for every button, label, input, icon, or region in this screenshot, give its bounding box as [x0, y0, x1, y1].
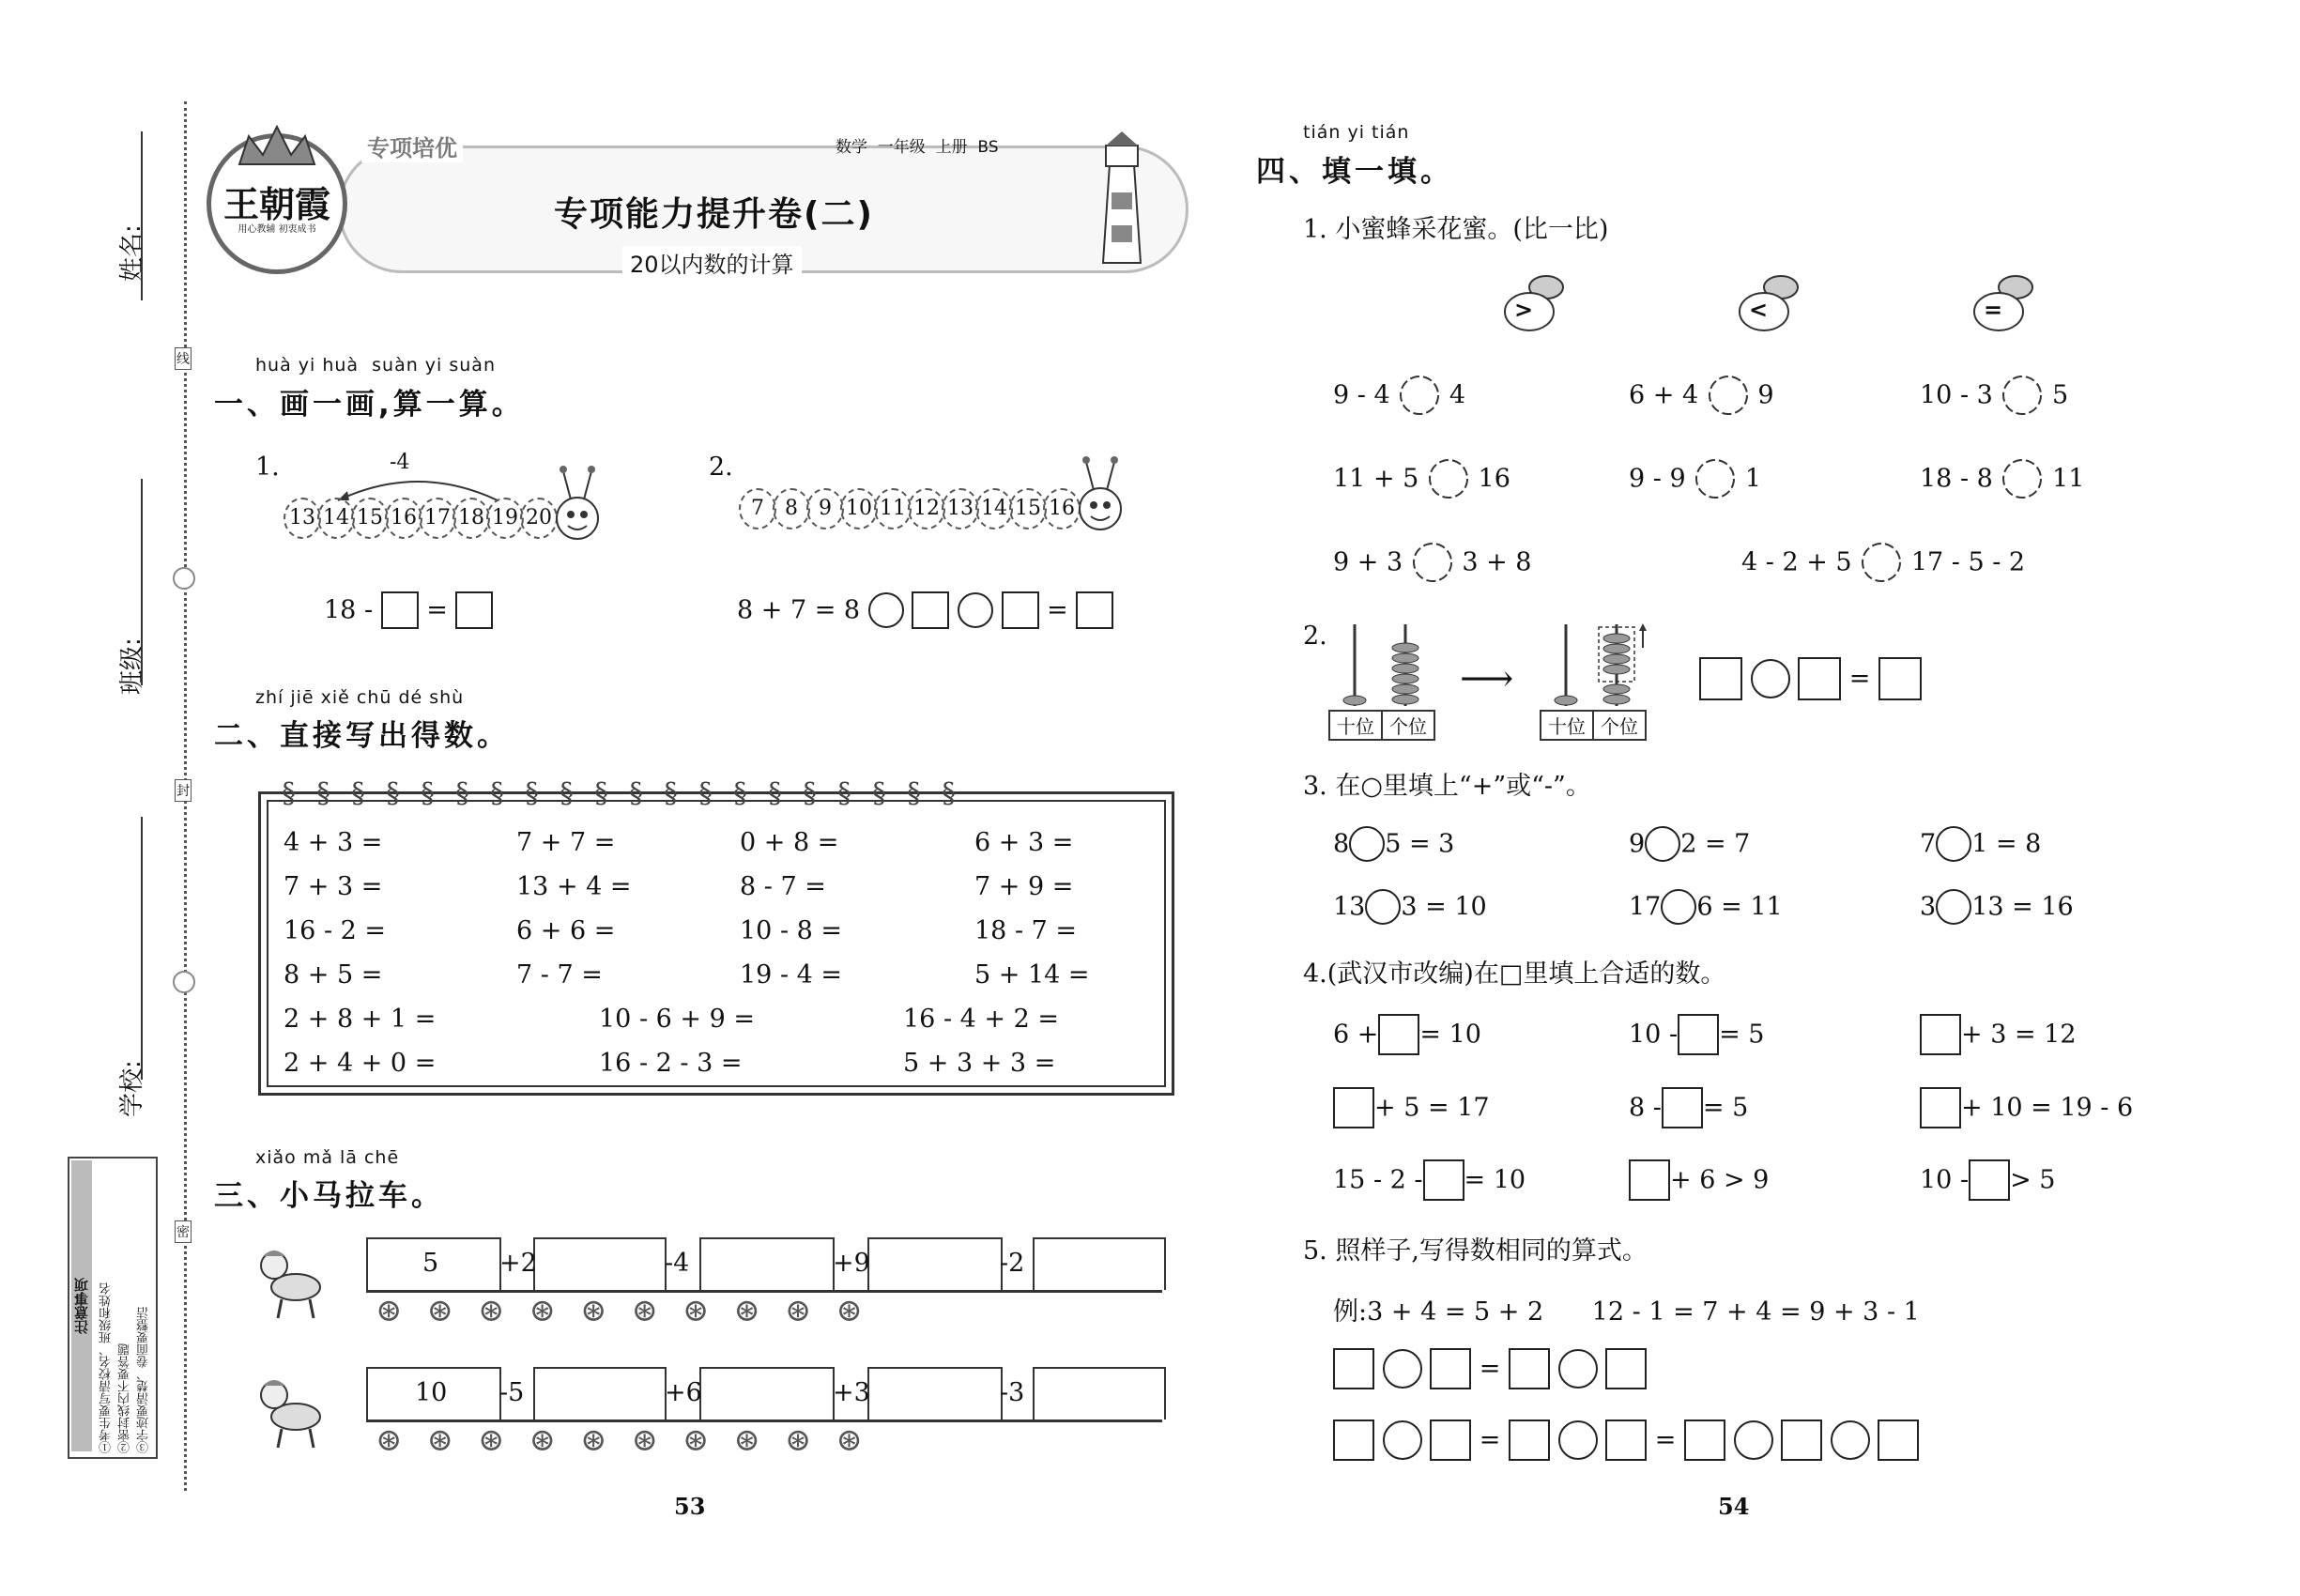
s4-q4-item: 6 + = 10	[1333, 1014, 1481, 1055]
operator-circle[interactable]	[1645, 826, 1680, 862]
operator-circle[interactable]	[1365, 889, 1401, 925]
header-subtitle: 20以内数的计算	[622, 246, 802, 279]
lighthouse-icon	[1080, 127, 1164, 268]
s2-item: 2 + 8 + 1 =	[284, 1005, 437, 1034]
s1-q1-cell: 15	[351, 498, 389, 539]
s4-q1-item: 6 + 4 9	[1629, 374, 1774, 417]
train-start-value: 10	[415, 1378, 448, 1407]
s1-q1-cell: 16	[385, 498, 422, 539]
s4-q4-item: 10 - > 5	[1920, 1159, 2055, 1201]
flower-blank[interactable]	[1398, 374, 1441, 417]
caterpillar-head-icon	[554, 460, 610, 545]
bee-flower	[1957, 270, 2042, 340]
s4-q1-item: 18 - 8 11	[1920, 457, 2084, 500]
operator-circle[interactable]	[1936, 826, 1971, 862]
wagon	[699, 1367, 835, 1420]
s4-q2-num: 2.	[1303, 622, 1327, 651]
answer-box[interactable]	[1920, 1014, 1961, 1055]
pony-icon	[253, 1374, 338, 1450]
answer-box[interactable]	[1969, 1159, 2010, 1201]
s2-item: 8 + 5 =	[284, 960, 383, 990]
s1-q1-cell: 13	[284, 498, 321, 539]
s1-q1-cell: 19	[486, 498, 524, 539]
answer-box[interactable]	[1509, 1420, 1550, 1461]
s1-q1-cell: 17	[419, 498, 456, 539]
operator-circle[interactable]	[958, 592, 993, 628]
s3-train-2	[253, 1367, 1164, 1461]
flower-blank[interactable]	[1860, 541, 1903, 584]
s1-q1-cell: 14	[317, 498, 355, 539]
answer-box[interactable]	[1423, 1159, 1464, 1201]
tens-label: 十位	[1328, 710, 1383, 741]
wagon	[867, 1367, 1003, 1420]
s1-q2-cell: 9	[806, 488, 844, 529]
s2-item: 5 + 3 + 3 =	[903, 1049, 1056, 1078]
s4-q1-item: 9 - 9 1	[1629, 457, 1761, 500]
wagon	[1033, 1237, 1166, 1290]
operator-circle[interactable]	[1936, 889, 1971, 925]
train-op: +3	[833, 1378, 870, 1407]
answer-box[interactable]	[1798, 657, 1841, 700]
s4-q5-example: 例:3 + 4 = 5 + 2 12 - 1 = 7 + 4 = 9 + 3 - 1	[1333, 1297, 1920, 1327]
s2-item: 7 - 7 =	[516, 960, 603, 990]
section2-pinyin: zhí jiē xiě chū dé shù	[255, 687, 465, 708]
train-op: -2	[1000, 1249, 1025, 1278]
s1-q1-arrow-label: -4	[390, 451, 410, 474]
s4-q4-item: 10 - = 5	[1629, 1014, 1764, 1055]
ones-label: 个位	[1381, 710, 1435, 741]
train-op: -5	[499, 1378, 525, 1407]
s4-q2-equation: =	[1699, 657, 1922, 700]
notes-item-2: ②密封线内不要答题	[118, 1343, 132, 1453]
notes-title: 注意事项	[71, 1160, 92, 1451]
section2-title: 二、直接写出得数。	[214, 719, 510, 753]
answer-box[interactable]	[455, 591, 493, 629]
s2-item: 2 + 4 + 0 =	[284, 1049, 437, 1078]
tens-label: 十位	[1540, 710, 1594, 741]
wagon	[533, 1237, 667, 1290]
brand-logo	[207, 133, 347, 274]
school-line[interactable]	[141, 817, 143, 1080]
wagon	[533, 1367, 667, 1420]
answer-box[interactable]	[1605, 1348, 1647, 1389]
s4-q5-line-1: =	[1333, 1348, 1647, 1389]
binding-dot-2	[173, 971, 195, 993]
answer-box[interactable]	[1002, 591, 1039, 629]
s1-q1-num: 1.	[255, 453, 280, 482]
s1-q2-cell: 15	[1009, 488, 1047, 529]
s4-q3-item: 13 3 = 10	[1333, 889, 1487, 925]
flower-blank[interactable]	[1411, 541, 1454, 584]
flower-blank[interactable]	[1694, 457, 1737, 500]
wagon	[699, 1237, 835, 1290]
s4-q4-item: + 10 = 19 - 6	[1920, 1087, 2133, 1128]
notes-item-1: ①考生要写清校名、班级和姓名	[100, 1282, 114, 1453]
answer-box[interactable]	[1662, 1087, 1703, 1128]
answer-box[interactable]	[381, 591, 419, 629]
train-op: -3	[1000, 1378, 1025, 1407]
operator-circle[interactable]	[1751, 659, 1790, 698]
operator-circle[interactable]	[1349, 826, 1385, 862]
bee-flower	[1488, 270, 1572, 340]
s4-q4-item: 8 - = 5	[1629, 1087, 1748, 1128]
header-meta: 数学 一年级 上册 BS	[836, 138, 999, 157]
name-label: 姓名:	[118, 224, 146, 282]
s1-q2-caterpillar	[737, 488, 1131, 530]
train-op: +6	[665, 1378, 702, 1407]
s1-q1-cell: 18	[452, 498, 490, 539]
s2-item: 16 - 4 + 2 =	[903, 1005, 1059, 1034]
s2-item: 4 + 3 =	[284, 828, 383, 857]
section1-pinyin: huà yi huà suàn yi suàn	[255, 355, 496, 376]
s2-item: 6 + 3 =	[974, 828, 1074, 857]
s2-item: 16 - 2 - 3 =	[599, 1049, 743, 1078]
s1-q2-num: 2.	[709, 453, 733, 482]
name-line[interactable]	[141, 131, 143, 300]
s2-item: 7 + 3 =	[284, 872, 383, 901]
flower-blank[interactable]	[2001, 457, 2044, 500]
operator-circle[interactable]	[1383, 1420, 1422, 1460]
answer-box[interactable]	[1699, 657, 1742, 700]
s1-q2-cell: 11	[874, 488, 912, 529]
s1-q1-caterpillar	[282, 498, 601, 540]
s2-item: 13 + 4 =	[516, 872, 632, 901]
s2-item: 7 + 7 =	[516, 828, 616, 857]
section3-pinyin: xiǎo mǎ lā chē	[255, 1147, 400, 1168]
train-op: +9	[833, 1249, 870, 1278]
s2-item: 10 - 6 + 9 =	[599, 1005, 755, 1034]
train-op: -4	[665, 1249, 690, 1278]
answer-box[interactable]	[1430, 1348, 1471, 1389]
flower-blank[interactable]	[1427, 457, 1470, 500]
answer-box[interactable]	[1509, 1348, 1550, 1389]
operator-circle[interactable]	[1558, 1420, 1598, 1460]
s4-q4-item: + 6 > 9	[1629, 1159, 1769, 1201]
s1-q2-cell: 7	[739, 488, 776, 529]
operator-circle[interactable]	[868, 592, 904, 628]
class-line[interactable]	[141, 479, 143, 685]
section1-title: 一、画一画,算一算。	[214, 388, 525, 422]
s4-q3-title: 3. 在○里填上“+”或“-”。	[1303, 772, 1591, 801]
answer-box[interactable]	[912, 591, 949, 629]
s2-item: 0 + 8 =	[740, 828, 839, 857]
wagon	[1033, 1367, 1166, 1420]
s4-q5-line-2: = =	[1333, 1420, 1919, 1461]
section4-pinyin: tián yi tián	[1303, 122, 1410, 143]
s2-item: 7 + 9 =	[974, 872, 1074, 901]
bee-sign: >	[1514, 297, 1534, 323]
flower-blank[interactable]	[2001, 374, 2044, 417]
binding-dot-1	[173, 567, 195, 590]
wagon	[867, 1237, 1003, 1290]
abacus-before	[1328, 620, 1432, 742]
s4-q4-item: 15 - 2 - = 10	[1333, 1159, 1526, 1201]
s4-q1-item: 9 + 3 3 + 8	[1333, 541, 1532, 584]
wheels: ⊛⊛⊛⊛⊛⊛⊛⊛⊛⊛	[376, 1292, 887, 1329]
bee-sign: =	[1984, 297, 2003, 323]
s2-item: 8 - 7 =	[740, 872, 826, 901]
answer-box[interactable]	[1684, 1420, 1725, 1461]
s4-q3-item: 8 5 = 3	[1333, 826, 1454, 862]
s2-item: 6 + 6 =	[516, 916, 616, 945]
operator-circle[interactable]	[1661, 889, 1696, 925]
page-number-right: 54	[1718, 1493, 1750, 1520]
answer-box[interactable]	[1378, 1014, 1419, 1055]
train-op: +2	[499, 1249, 537, 1278]
notes-item-3: ③字迹要清楚、卷面要整洁	[137, 1307, 151, 1453]
s1-q1-equation: 18 - =	[324, 591, 493, 629]
bee-flower	[1723, 270, 1807, 340]
s4-q1-item: 9 - 4 4	[1333, 374, 1465, 417]
operator-circle[interactable]	[1558, 1349, 1598, 1389]
brand-sub: 用心教辅 初衷成书	[238, 224, 316, 235]
answer-box[interactable]	[1920, 1087, 1961, 1128]
s3-train-1	[253, 1237, 1164, 1331]
s2-item: 5 + 14 =	[974, 960, 1090, 990]
caterpillar-head-icon	[1077, 451, 1133, 535]
s4-q1-item: 10 - 3 5	[1920, 374, 2068, 417]
answer-box[interactable]	[1076, 591, 1113, 629]
s2-item: 16 - 2 =	[284, 916, 387, 945]
answer-box[interactable]	[1430, 1420, 1471, 1461]
header-tag: 专项培优	[361, 130, 463, 162]
s1-q2-cell: 13	[942, 488, 979, 529]
s4-q1-item: 4 - 2 + 5 17 - 5 - 2	[1741, 541, 2025, 584]
s4-q3-item: 9 2 = 7	[1629, 826, 1750, 862]
s1-q1-jump-arrow	[329, 465, 507, 502]
s1-q2-cell: 10	[840, 488, 878, 529]
class-label: 班级:	[118, 637, 146, 695]
s4-q1-item: 11 + 5 16	[1333, 457, 1510, 500]
s1-q2-equation: 8 + 7 = 8 =	[737, 591, 1113, 629]
abacus-after	[1540, 620, 1652, 742]
s4-q3-item: 17 6 = 11	[1629, 889, 1783, 925]
answer-box[interactable]	[1605, 1420, 1647, 1461]
header-title: 专项能力提升卷(二)	[554, 195, 874, 234]
s4-q1-title: 1. 小蜜蜂采花蜜。(比一比)	[1303, 215, 1609, 244]
s1-q2-cell: 16	[1043, 488, 1081, 529]
answer-box[interactable]	[1878, 657, 1922, 700]
school-label: 学校:	[118, 1060, 146, 1117]
s4-q3-item: 3 13 = 16	[1920, 889, 2074, 925]
s1-q1-cell: 20	[520, 498, 558, 539]
s2-item: 18 - 7 =	[974, 916, 1078, 945]
answer-box[interactable]	[1878, 1420, 1919, 1461]
operator-circle[interactable]	[1734, 1420, 1773, 1460]
abacus-icon	[1328, 620, 1432, 714]
pony-icon	[253, 1245, 338, 1320]
seal-mark-line: 线	[175, 347, 192, 370]
s1-q2-cell: 12	[908, 488, 945, 529]
section4-title: 四、填一填。	[1256, 155, 1453, 189]
s2-item: 10 - 8 =	[740, 916, 843, 945]
s2-item: 19 - 4 =	[740, 960, 843, 990]
answer-box[interactable]	[1678, 1014, 1719, 1055]
section3-title: 三、小马拉车。	[214, 1179, 444, 1213]
answer-box[interactable]	[1333, 1420, 1374, 1461]
s1-q2-cell: 8	[773, 488, 810, 529]
train-start-value: 5	[422, 1249, 439, 1278]
s4-q5-title: 5. 照样子,写得数相同的算式。	[1303, 1236, 1648, 1266]
page-number-left: 53	[674, 1493, 706, 1520]
operator-circle[interactable]	[1831, 1420, 1870, 1460]
s2-rings: §§§§§§§§§§§§§§§§§§§§	[282, 777, 976, 810]
seal-mark-secret: 密	[175, 1220, 192, 1243]
notes-box	[68, 1157, 158, 1459]
answer-box[interactable]	[1333, 1087, 1374, 1128]
arrow-right-icon: ⟶	[1460, 657, 1514, 700]
brand-name: 王朝霞	[222, 183, 330, 225]
wheels: ⊛⊛⊛⊛⊛⊛⊛⊛⊛⊛	[376, 1421, 887, 1459]
answer-box[interactable]	[1333, 1348, 1374, 1389]
s4-q4-item: + 3 = 12	[1920, 1014, 2077, 1055]
ones-label: 个位	[1592, 710, 1647, 741]
bee-sign: <	[1749, 297, 1769, 323]
flower-blank[interactable]	[1707, 374, 1750, 417]
s4-q3-item: 7 1 = 8	[1920, 826, 2041, 862]
answer-box[interactable]	[1629, 1159, 1670, 1201]
s1-q2-cell: 14	[975, 488, 1013, 529]
s4-q4-title: 4.(武汉市改编)在□里填上合适的数。	[1303, 959, 1726, 989]
crown-icon	[211, 117, 343, 174]
seal-mark-seal: 封	[175, 779, 192, 802]
answer-box[interactable]	[1781, 1420, 1822, 1461]
operator-circle[interactable]	[1383, 1349, 1422, 1389]
abacus-icon	[1540, 620, 1652, 714]
s4-q4-item: + 5 = 17	[1333, 1087, 1490, 1128]
